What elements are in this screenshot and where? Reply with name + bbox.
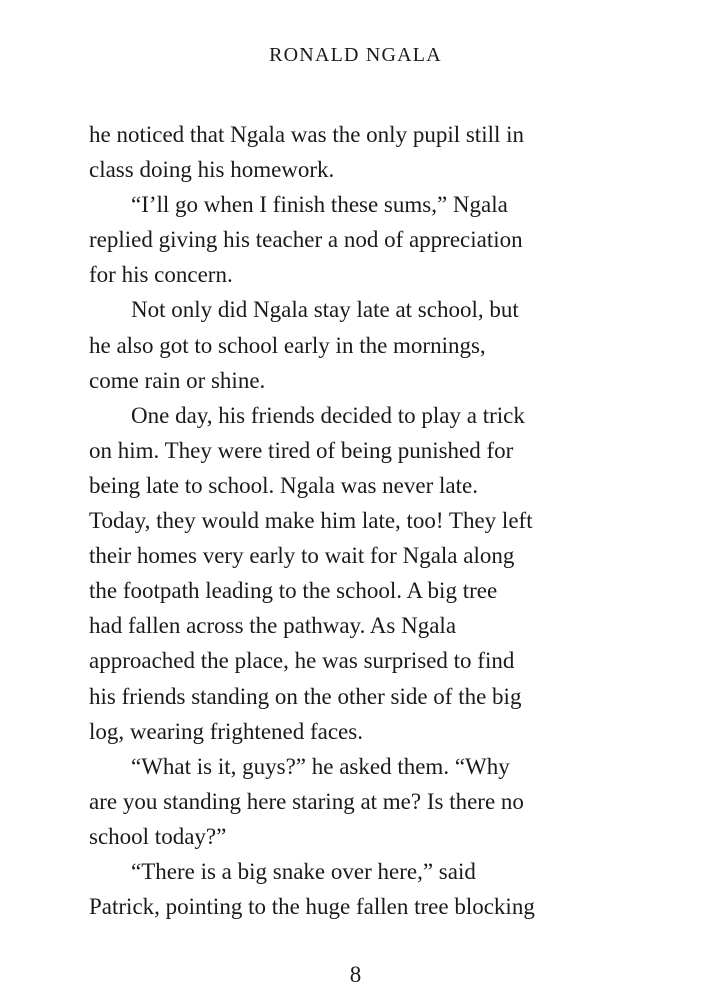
text-line: Not only did Ngala stay late at school, but xyxy=(131,297,519,323)
text-line: come rain or shine. xyxy=(89,367,266,393)
page-number: 8 xyxy=(349,962,362,987)
text-line: he noticed that Ngala was the only pupil still in xyxy=(89,122,525,147)
text-line: Patrick, pointing to the huge fallen tree blocking xyxy=(89,894,535,920)
text-line: he also got to school early in the mornings, xyxy=(89,332,486,358)
text-line: being late to school. Ngala was never late. xyxy=(89,472,478,498)
text-line: his friends standing on the other side of the big xyxy=(89,683,522,709)
text-line: the footpath leading to the school. A big tree xyxy=(89,578,498,604)
text-line: “I’ll go when I finish these sums,” Ngala xyxy=(131,192,508,218)
text-line: One day, his friends decided to play a trick xyxy=(131,402,525,428)
text-line: replied giving his teacher a nod of appreciation xyxy=(89,227,523,253)
text-line: Today, they would make him late, too! They left xyxy=(89,508,533,534)
text-line: had fallen across the pathway. As Ngala xyxy=(89,613,457,639)
running-head: RONALD NGALA xyxy=(269,44,442,66)
text-line: “What is it, guys?” he asked them. “Why xyxy=(131,753,510,779)
body-text xyxy=(89,117,629,924)
text-line: are you standing here staring at me? Is there no xyxy=(89,788,524,814)
text-line: log, wearing frightened faces. xyxy=(89,718,363,744)
text-line: on him. They were tired of being punished for xyxy=(89,437,514,463)
text-line: “There is a big snake over here,” said xyxy=(131,858,476,884)
text-line: approached the place, he was surprised to find xyxy=(89,648,515,674)
text-line: class doing his homework. xyxy=(89,157,335,183)
text-line: their homes very early to wait for Ngala along xyxy=(89,543,515,569)
text-line: school today?” xyxy=(89,823,227,849)
text-line: for his concern. xyxy=(89,262,233,288)
